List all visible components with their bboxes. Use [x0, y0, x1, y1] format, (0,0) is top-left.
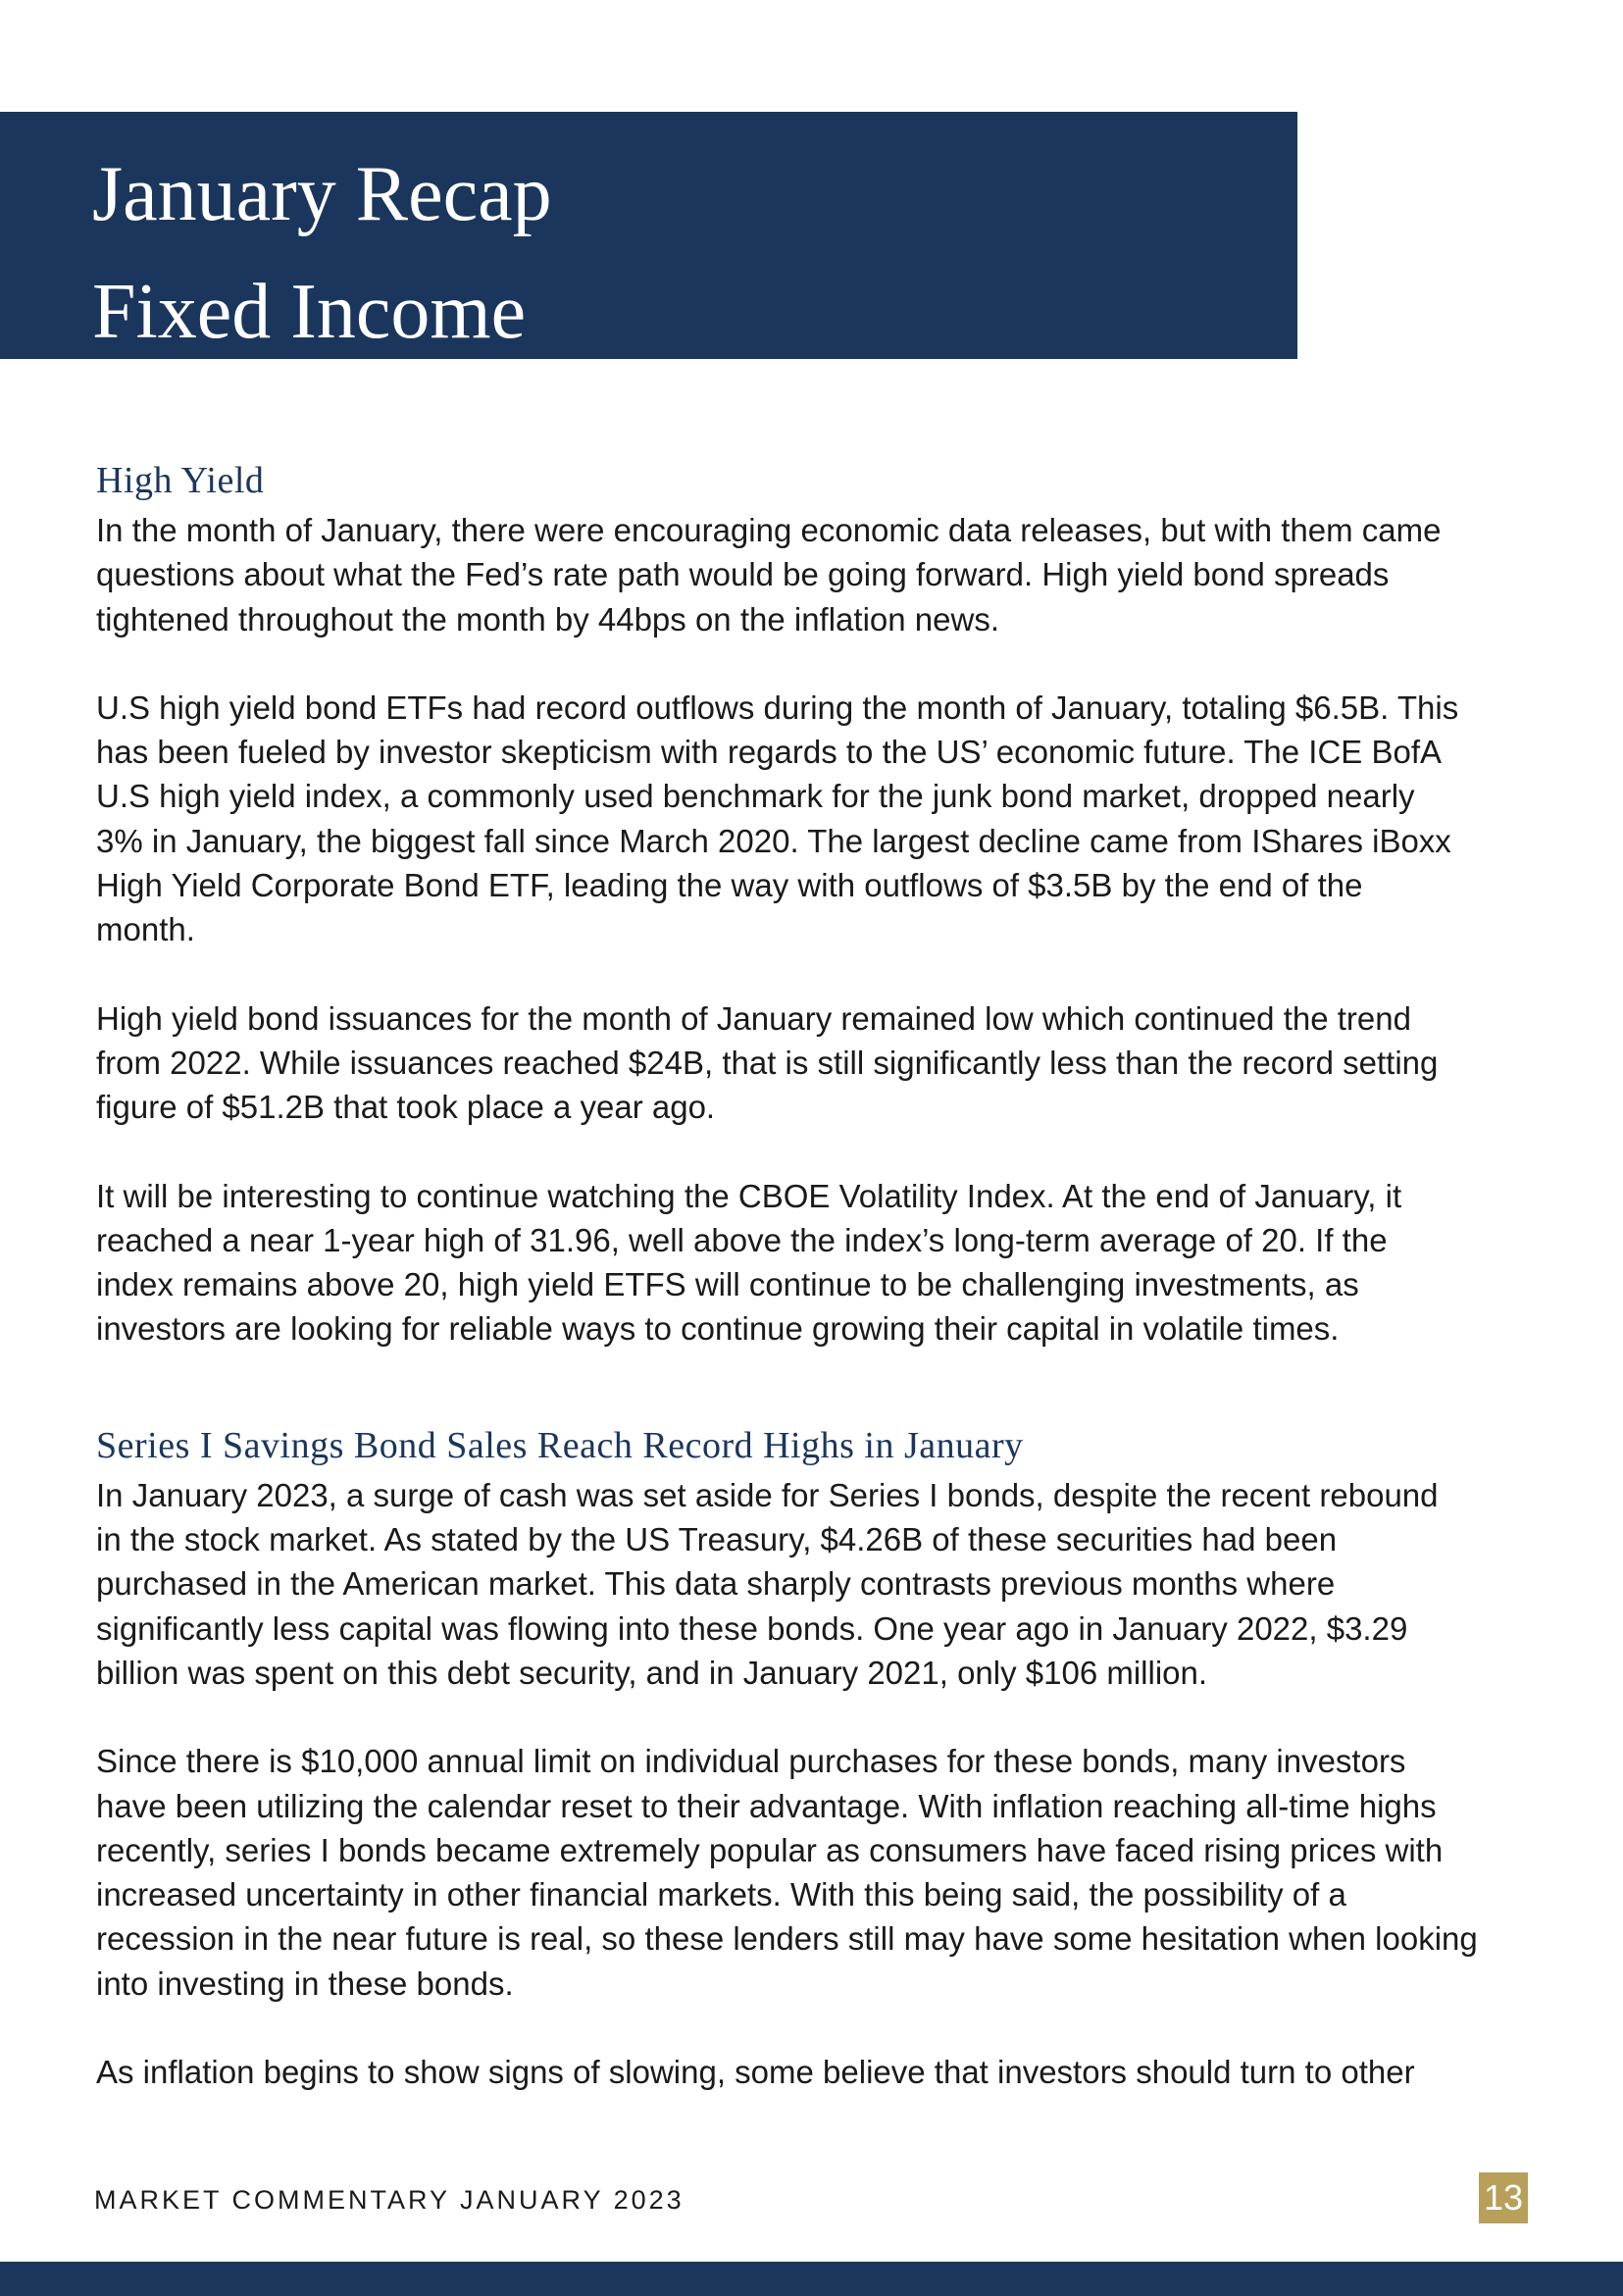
- section-heading: High Yield: [96, 460, 265, 501]
- paragraph: It will be interesting to continue watching the CBOE Volatility Index. At the end of January, it reached a near 1-year high of 31.96, well above the index’s long-term average of 20. If the index remains above 20, high yield ETFS will continue to be challenging investments, as investors are looking for reliable ways to continue growing their capital in volatile times.: [96, 1177, 1402, 1348]
- page-title-line-2: Fixed Income: [92, 269, 527, 355]
- title-banner: [0, 112, 1297, 359]
- paragraph: In the month of January, there were encouraging economic data releases, but with them came questions about what the Fed’s rate path would be going forward. High yield bond spreads tightened throughout the month by 44bps on the inflation news.: [96, 512, 1442, 638]
- page-number-badge: 13: [1479, 2172, 1528, 2223]
- paragraph: In January 2023, a surge of cash was set aside for Series I bonds, despite the recent rebound in the stock market. As stated by the US Treasury, $4.26B of these securities had been purchased in the American market. This data sharply contrasts previous months where significantly less capital was flowing into these bonds. One year ago in January 2022, $3.29 billion was spent on this debt security, and in January 2021, only $106 million.: [96, 1476, 1439, 1691]
- paragraph: Since there is $10,000 annual limit on individual purchases for these bonds, many investors have been utilizing the calendar reset to their advantage. With inflation reaching all-time highs recently, series I bonds became extremely popular as consumers have faced rising prices with increased uncertainty in other financial markets. With this being said, the possibility of a recession in the near future is real, so these lenders still may have some hesitation when looking into investing in these bonds.: [96, 1743, 1478, 2002]
- section-heading: Series I Savings Bond Sales Reach Record Highs in January: [96, 1424, 1024, 1466]
- paragraph: U.S high yield bond ETFs had record outflows during the month of January, totaling $6.5B. This has been fueled by investor skepticism with regards to the US’ economic future. The ICE BofA U.S high yield index, a commonly used benchmark for the junk bond market, dropped nearly 3% in January, the biggest fall since March 2020. The largest decline came from IShares iBoxx High Yield Corporate Bond ETF, leading the way with outflows of $3.5B by the end of the month.: [96, 689, 1459, 948]
- section-series-i-bonds: [96, 1418, 1606, 2095]
- section-high-yield: [96, 453, 1606, 1352]
- footer-label: MARKET COMMENTARY JANUARY 2023: [94, 2185, 685, 2215]
- footer-bar: [0, 2262, 1623, 2296]
- paragraph: As inflation begins to show signs of slowing, some believe that investors should turn to other: [96, 2054, 1415, 2091]
- article-body: [96, 453, 1606, 2094]
- paragraph: High yield bond issuances for the month of January remained low which continued the trend from 2022. While issuances reached $24B, that is still significantly less than the record setting figure of $51.2B that took place a year ago.: [96, 999, 1439, 1126]
- page-title-line-1: January Recap: [92, 151, 552, 237]
